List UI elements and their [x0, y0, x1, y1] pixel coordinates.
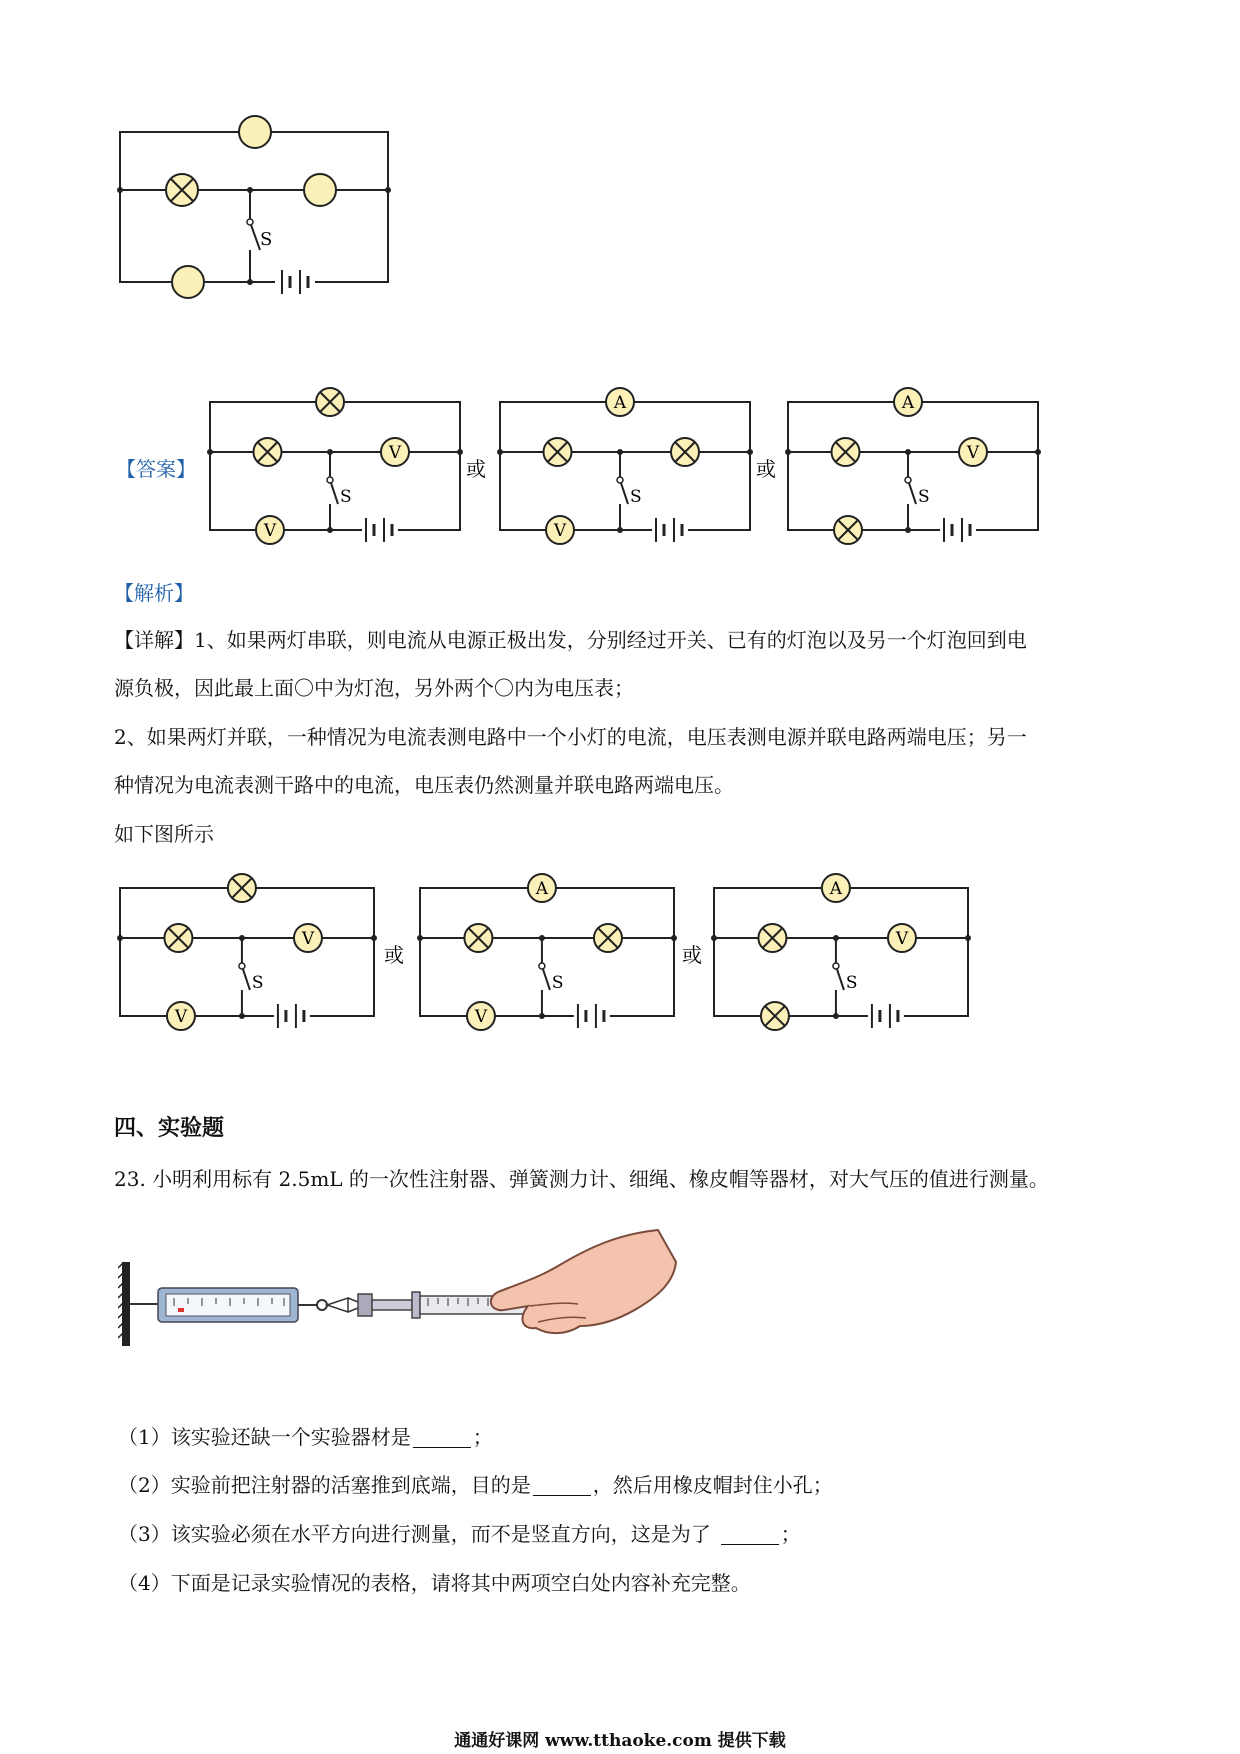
meter-mid-right: [959, 438, 987, 466]
meter-bottom: [546, 516, 574, 544]
string-icon: [327, 1298, 358, 1312]
answer-blank-2[interactable]: [533, 1475, 591, 1496]
circuit-3: [711, 874, 971, 1030]
lamp-icon: [166, 174, 198, 206]
or-label: 或: [384, 943, 404, 967]
detail-line-1: 【详解】1、如果两灯串联，则电流从电源正极出发，分别经过开关、已有的灯泡以及另一个灯泡回到电: [114, 628, 1027, 652]
figure-intro: 如下图所示: [114, 822, 214, 846]
meter-top: [316, 388, 344, 416]
question-23: 23. 小明利用标有 2.5mL 的一次性注射器、弹簧测力计、细绳、橡皮帽等器材，对大气压的值进行测量。: [114, 1167, 1049, 1191]
switch-label: S: [918, 487, 930, 507]
svg-text:A: A: [901, 393, 915, 413]
svg-text:V: V: [263, 521, 277, 541]
sub-question-1: （1）该实验还缺一个实验器材是 ；: [118, 1425, 493, 1449]
svg-text:V: V: [553, 521, 567, 541]
hand-icon: [491, 1230, 676, 1333]
svg-text:V: V: [388, 443, 402, 463]
battery-icon: [940, 518, 976, 542]
svg-text:A: A: [829, 879, 843, 899]
meter-mid-right: [671, 438, 699, 466]
meter-mid-left: [832, 438, 860, 466]
detail-line-2: 源负极，因此最上面〇中为灯泡，另外两个〇内为电压表；: [114, 676, 634, 700]
or-label: 或: [466, 457, 486, 481]
meter-bottom: [761, 1002, 789, 1030]
battery-icon: [652, 518, 688, 542]
meter-bottom: [167, 1002, 195, 1030]
battery-icon: [362, 518, 398, 542]
sub-question-3: （3）该实验必须在水平方向进行测量，而不是竖直方向，这是为了 ；: [118, 1522, 801, 1546]
meter-mid-left: [254, 438, 282, 466]
battery-icon: [274, 1004, 310, 1028]
switch-label: S: [630, 487, 642, 507]
meter-bottom: [256, 516, 284, 544]
meter-mid-right: [594, 924, 622, 952]
battery-icon: [868, 1004, 904, 1028]
svg-text:V: V: [895, 929, 909, 949]
empty-meter-right: [304, 174, 336, 206]
switch-label: S: [260, 229, 273, 250]
answer-label: 【答案】: [116, 457, 196, 481]
meter-top: [822, 874, 850, 902]
meter-bottom: [834, 516, 862, 544]
meter-top: [228, 874, 256, 902]
meter-bottom: [467, 1002, 495, 1030]
detail-line-3: 2、如果两灯并联，一种情况为电流表测电路中一个小灯的电流，电压表测电源并联电路两端电压；另一: [114, 725, 1027, 749]
answer-blank-3[interactable]: [721, 1524, 779, 1545]
meter-mid-left: [544, 438, 572, 466]
svg-text:A: A: [535, 879, 549, 899]
circuit-2: [417, 874, 677, 1030]
experiment-illustration: [118, 1222, 678, 1352]
analysis-circuits: [112, 862, 972, 1042]
answer-blank-1[interactable]: [413, 1427, 471, 1448]
sub-question-2: （2）实验前把注射器的活塞推到底端，目的是 ，然后用橡皮帽封住小孔；: [118, 1473, 833, 1497]
meter-mid-left: [164, 924, 192, 952]
meter-top: [528, 874, 556, 902]
section-title: 四、实验题: [114, 1115, 225, 1141]
meter-top: [606, 388, 634, 416]
switch-label: S: [845, 973, 858, 993]
meter-mid-right: [381, 438, 409, 466]
svg-text:A: A: [613, 393, 627, 413]
battery-icon: [574, 1004, 610, 1028]
answer-circuits: [200, 380, 1080, 560]
or-label: 或: [682, 943, 702, 967]
switch-label: S: [340, 487, 352, 507]
detail-label: 【详解】: [114, 628, 194, 652]
meter-top: [894, 388, 922, 416]
switch-label: S: [551, 973, 564, 993]
or-label: 或: [756, 457, 776, 481]
detail-line-4: 种情况为电流表测干路中的电流，电压表仍然测量并联电路两端电压。: [114, 773, 734, 797]
meter-mid-left: [758, 924, 786, 952]
meter-mid-right: [294, 924, 322, 952]
page-footer: 通通好课网 www.tthaoke.com 提供下载: [454, 1731, 786, 1751]
svg-text:V: V: [474, 1007, 488, 1027]
svg-text:V: V: [966, 443, 980, 463]
wall-icon: [118, 1262, 130, 1346]
empty-meter-top: [239, 116, 271, 148]
switch-label: S: [251, 973, 264, 993]
circuit-1: [207, 388, 463, 544]
question-circuit: [110, 110, 400, 310]
circuit-2: [497, 388, 753, 544]
battery-icon: [275, 270, 315, 294]
circuit-1: [117, 874, 377, 1030]
analysis-label: 【解析】: [114, 581, 194, 605]
empty-meter-bottom: [172, 266, 204, 298]
meter-mid-right: [888, 924, 916, 952]
sub-question-4: （4）下面是记录实验情况的表格，请将其中两项空白处内容补充完整。: [118, 1571, 751, 1595]
circuit-3: [785, 388, 1041, 544]
svg-text:V: V: [301, 929, 315, 949]
meter-mid-left: [464, 924, 492, 952]
spring-scale-icon: [158, 1288, 327, 1322]
svg-text:V: V: [174, 1007, 188, 1027]
